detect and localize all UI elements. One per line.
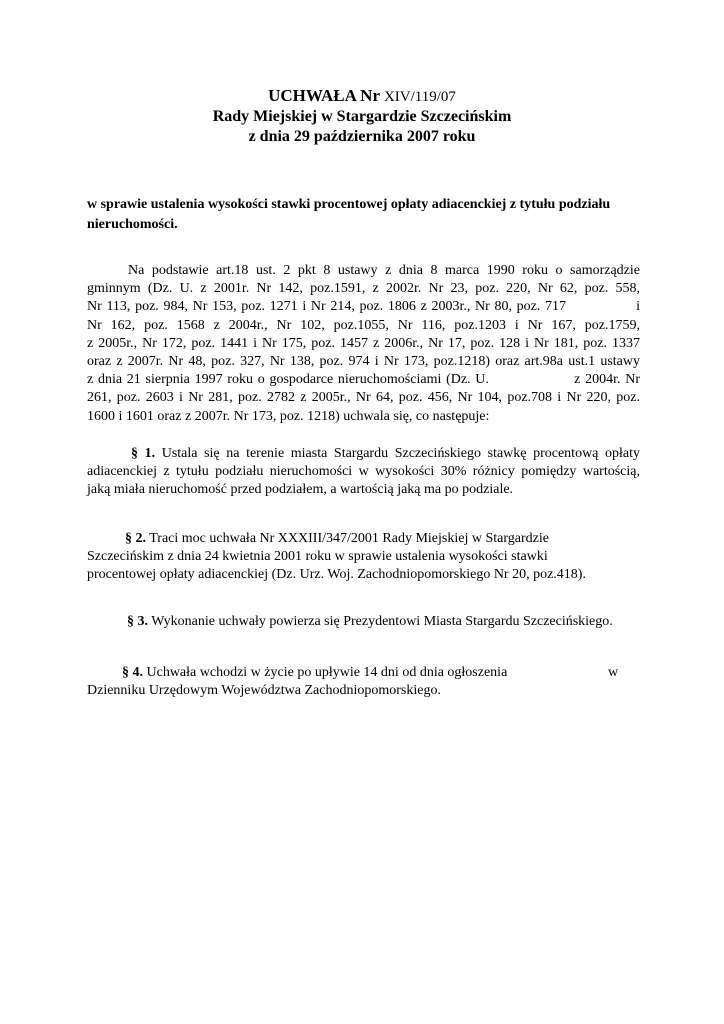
section-2-first-line [87,530,640,548]
preamble-line: Na podstawie art.18 ust. 2 pkt 8 ustawy z dnia 8 marca 1990 roku o samorządzie [128,263,640,278]
section-mark: § 4. [122,665,143,680]
section-3 [87,613,640,631]
section-text-tail: w [608,665,619,680]
resolution-subject [87,195,647,235]
preamble-line: oraz z 2007r. Nr 48, poz. 327, Nr 138, poz. 974 i Nr 173, poz.1218) oraz art.98a ust.1 ustawy [87,354,640,370]
section-line: jaką miała nieruchomość przed podziałem, a wartością jaką ma po podziale. [87,482,514,498]
council-name: Rady Miejskiej w Stargardzie Szczecińskim [212,108,512,125]
section-4 [87,664,640,700]
preamble-line: 1600 i 1601 oraz z 2007r. Nr 173, poz. 1218) uchwala się, co następuje: [87,408,490,424]
resolution-date: z dnia 29 października 2007 roku [248,128,476,145]
subject-line-1: w sprawie ustalenia wysokości stawki procentowej opłaty adiacenckiej z tytułu podziału [87,197,611,212]
title-prefix: UCHWAŁA Nr [268,86,380,105]
section-line: procentowej opłaty adiacenckiej (Dz. Urz. Woj. Zachodniopomorskiego Nr 20, poz.418). [87,567,586,583]
resolution-header [0,86,724,147]
preamble-line: gminnym (Dz. U. z 2001r. Nr 142, poz.1591, z 2002r. Nr 23, poz. 220, Nr 62, poz. 558, [87,281,640,297]
section-3-first-line [87,613,640,631]
subject-line-2: nieruchomości. [87,217,178,232]
section-text: Wykonanie uchwały powierza się Prezydentowi Miasta Stargardu Szczecińskiego. [148,614,613,629]
section-mark: § 3. [127,614,148,629]
preamble-line: Nr 162, poz. 1568 z 2004r., Nr 102, poz.1055, Nr 116, poz.1203 i Nr 167, poz.1759, [87,317,640,333]
section-mark: § 1. [131,446,156,461]
resolution-title [0,86,724,107]
section-4-first-line [87,664,640,682]
resolution-number: XIV/119/07 [383,89,456,105]
preamble-line: Nr 113, poz. 984, Nr 153, poz. 1271 i Nr 214, poz. 1806 z 2003r., Nr 80, poz. 717 i [87,299,640,315]
section-text: Ustala się na terenie miasta Stargardu Szczecińskiego stawkę procentową opłaty [155,446,640,461]
section-text: Uchwała wchodzi w życie po upływie 14 dni od dnia ogłoszenia [143,665,508,680]
section-line: Dzienniku Urzędowym Województwa Zachodniopomorskiego. [87,683,441,699]
section-text: Traci moc uchwała Nr XXXIII/347/2001 Rady Miejskiej w Stargardzie [146,531,549,546]
section-1-first-line [87,445,640,463]
section-2 [87,530,640,585]
section-line: adiacenckiej z tytułu podziału nieruchomości w wysokości 30% różnicy pomiędzy wartością, [87,464,640,480]
section-mark: § 2. [125,531,146,546]
legal-basis-paragraph [87,262,640,426]
preamble-line: 261, poz. 2603 i Nr 281, poz. 2782 z 2005r., Nr 64, poz. 456, Nr 104, poz.708 i Nr 220, poz. [87,390,640,406]
section-line: Szczecińskim z dnia 24 kwietnia 2001 roku w sprawie ustalenia wysokości stawki [87,549,548,565]
section-1 [87,445,640,500]
preamble-line: z dnia 21 sierpnia 1997 roku o gospodarce nieruchomościami (Dz. U. z 2004r. Nr [87,372,640,388]
preamble-line: z 2005r., Nr 172, poz. 1441 i Nr 175, poz. 1457 z 2006r., Nr 17, poz. 128 i Nr 181, poz. 1337 [87,335,640,351]
